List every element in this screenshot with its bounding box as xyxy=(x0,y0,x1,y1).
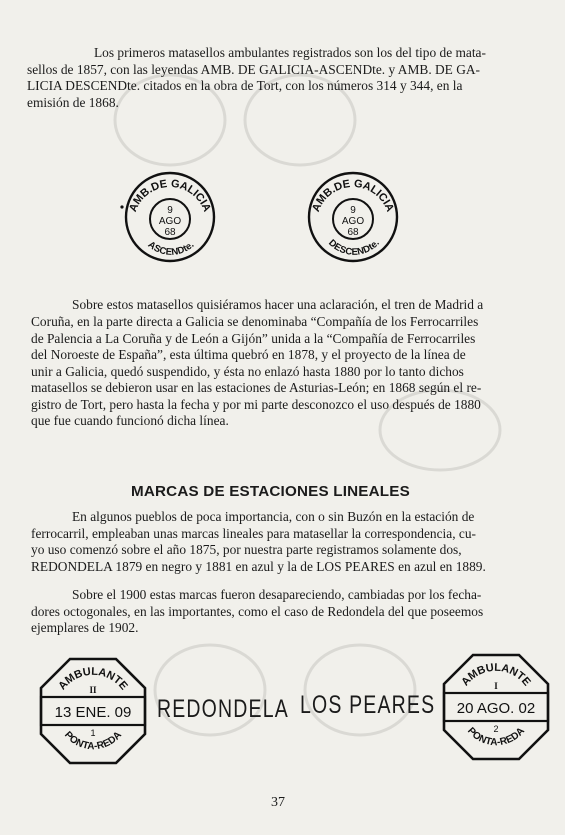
text-line: Los primeros matasellos ambulantes registrados son los del tipo de mata- xyxy=(94,45,486,60)
stamp-month: AGO xyxy=(158,216,182,227)
section-heading: MARCAS DE ESTACIONES LINEALES xyxy=(131,483,410,500)
lineal-mark-redondela: REDONDELA xyxy=(157,695,289,723)
stamp-date: 20 AGO. 02 xyxy=(456,700,536,717)
stamp-arc-text: AMB.DE GALICIA xyxy=(127,177,213,214)
text-line: sellos de 1857, con las leyendas AMB. DE GALICIA-ASCENDte. y AMB. DE GA- xyxy=(27,61,481,77)
text-line: gistro de Tort, pero hasta la fecha y por mi parte desconozco el uso después de 1880 xyxy=(31,396,481,412)
stamp-year: 68 xyxy=(164,227,176,238)
text-line: Coruña, en la parte directa a Galicia se denominaba “Compañía de los Ferrocarriles xyxy=(31,314,479,329)
stamp-month: AGO xyxy=(341,216,365,227)
text-line: Sobre el 1900 estas marcas fueron desapareciendo, cambiadas por los fecha- xyxy=(72,587,482,602)
text-line: matasellos se debieron usar en las estaciones de Asturias-León; en 1868 según el re- xyxy=(31,380,482,395)
stamp-top-text: AMBULANTE xyxy=(56,665,130,693)
stamp-bottom-text: PONTA-REDA xyxy=(62,729,124,753)
paragraph-clarification-cont xyxy=(31,314,481,430)
text-line: Sobre estos matasellos quisiéramos hacer una aclaración, el tren de Madrid a xyxy=(72,297,484,312)
paragraph-clarification xyxy=(72,297,483,314)
stamp-arc-text: AMB.DE GALICIA xyxy=(310,177,396,214)
text-line: unir a Galicia, quedó suspendido, y ésta no enlazó hasta 1880 por lo tanto dichos xyxy=(31,363,464,379)
text-line: del Noroeste de España”, esta última quebró en 1878, y el proyecto de la línea de xyxy=(31,347,466,362)
text-line: REDONDELA 1879 en negro y 1881 en azul y la de LOS PEARES en azul en 1889. xyxy=(31,558,486,574)
paragraph-intro xyxy=(94,45,486,62)
stamp-roman: II xyxy=(89,685,97,695)
stamp-date: 13 ENE. 09 xyxy=(54,704,132,721)
stamp-number: 1 xyxy=(90,728,96,738)
text-line: emisión de 1868. xyxy=(27,94,119,110)
paragraph-octagonal xyxy=(72,587,481,604)
text-line: En algunos pueblos de poca importancia, con o sin Buzón en la estación de xyxy=(72,509,475,524)
round-postmark-descendente xyxy=(299,163,407,271)
text-line: LICIA DESCENDte. citados en la obra de Tort, con los números 314 y 344, en la xyxy=(27,78,463,93)
lineal-mark-los-peares: LOS PEARES xyxy=(300,691,436,719)
text-line: dores octogonales, en las importantes, como el caso de Redondela del que poseemos xyxy=(31,603,484,619)
stamp-roman: I xyxy=(494,681,498,691)
stamp-day: 9 xyxy=(350,205,356,216)
round-postmark-ascendente xyxy=(116,163,224,271)
octagonal-postmark-right xyxy=(440,651,552,763)
stamp-top-text: AMBULANTE xyxy=(459,661,533,689)
text-line: ferrocarril, empleaban unas marcas lineales para matasellar la correspondencia, cu- xyxy=(31,525,477,541)
text-line: de Palencia a La Coruña y de León a Gijón” unida a la “Compañía de Ferrocarriles xyxy=(31,330,476,346)
text-line: ejemplares de 1902. xyxy=(31,620,139,635)
paragraph-lineal-marks-cont xyxy=(31,526,486,576)
octagonal-postmark-left xyxy=(37,655,149,767)
svg-text:ASCENDte. xyxy=(146,239,197,258)
stamp-day: 9 xyxy=(167,205,173,216)
stamp-year: 68 xyxy=(347,227,359,238)
page-number: 37 xyxy=(271,795,285,810)
text-line: yo uso comenzó sobre el año 1875, por nuestra parte registramos solamente dos, xyxy=(31,542,462,557)
stamp-number: 2 xyxy=(493,724,499,734)
paragraph-intro-cont xyxy=(27,62,480,112)
paragraph-octagonal-cont xyxy=(31,604,483,637)
stamp-bottom-text: DESCENDte. xyxy=(326,237,382,258)
text-line: que fue cuando funcionó dicha línea. xyxy=(31,413,229,428)
stamp-bottom-text: PONTA-REDA xyxy=(465,725,527,749)
paragraph-lineal-marks xyxy=(72,509,474,526)
stamp-bottom-text: ASCENDte. xyxy=(145,239,197,258)
